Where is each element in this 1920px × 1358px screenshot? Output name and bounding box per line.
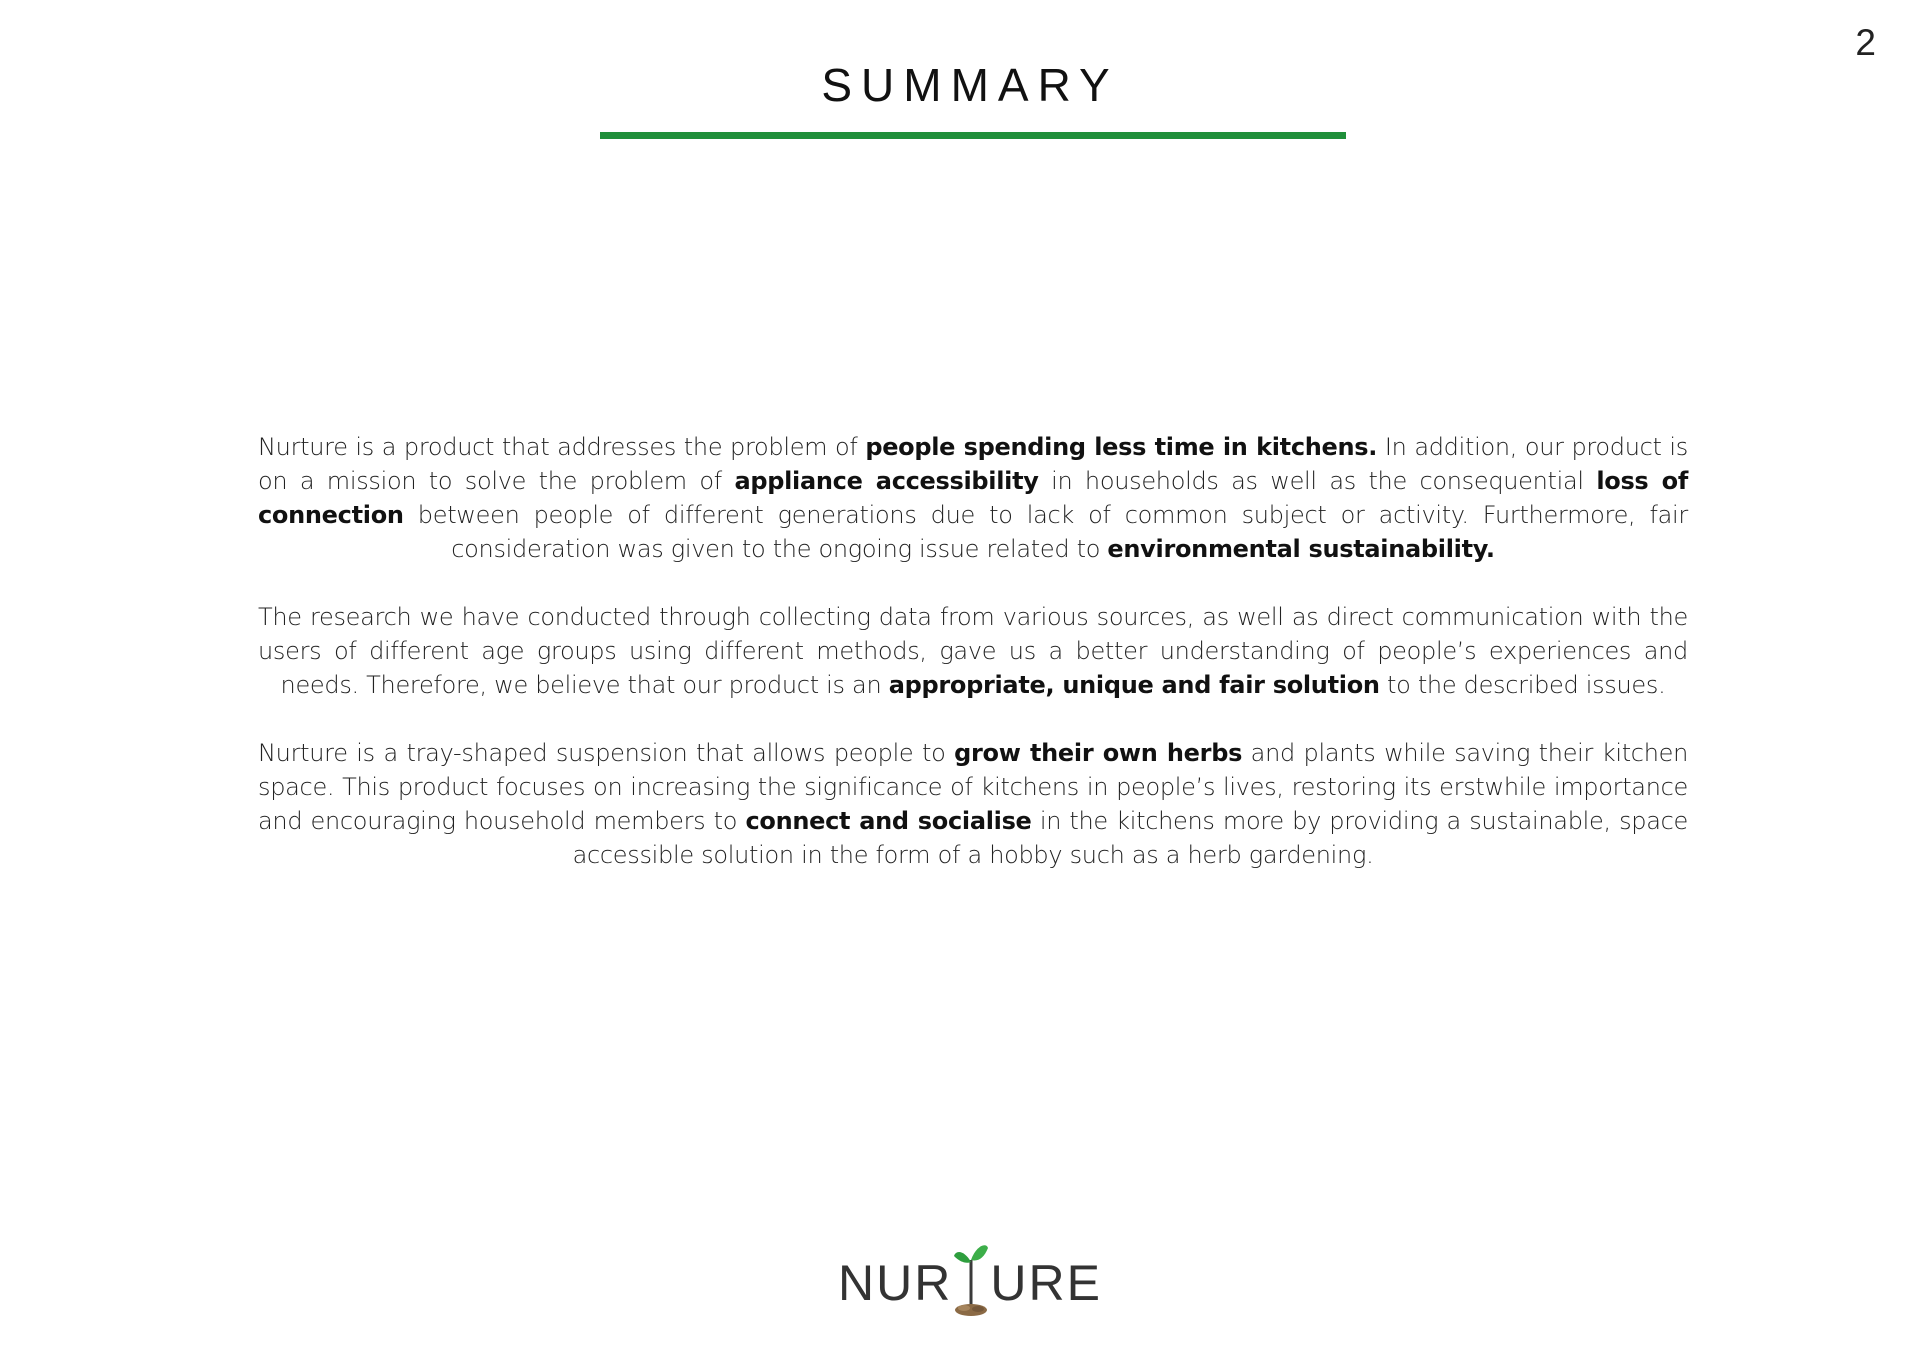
- page-number: 2: [1855, 22, 1876, 63]
- highlight-text: appropriate, unique and fair solution: [888, 671, 1380, 699]
- paragraph-text: between people of different generations due to lack of common subject or activity. Furthermore, fair consideration was given to the ongoing issue related to: [403, 501, 1688, 563]
- paragraph-text: Nurture is a product that addresses the problem of: [258, 433, 866, 461]
- highlight-text: appliance accessibility: [734, 467, 1039, 495]
- logo-wordmark: [838, 1238, 1102, 1318]
- paragraph-text: and plants while saving their kitchen space. This product focuses on increasing the significance of kitchens in people’s lives, restoring its erstwhile importance and encouraging household members to: [258, 739, 1688, 835]
- page-title: SUMMARY: [821, 59, 1119, 111]
- paragraph-text: Nurture is a tray-shaped suspension that allows people to: [258, 739, 955, 767]
- paragraph-text: in households as well as the consequential: [1038, 467, 1597, 495]
- sprout-icon: [954, 1238, 988, 1318]
- nurture-logo: [0, 1238, 1920, 1318]
- highlight-text: grow their own herbs: [954, 739, 1243, 767]
- summary-paragraph-2: [258, 600, 1688, 702]
- paragraph-text: In addition, our product is on a mission to solve the problem of: [258, 433, 1688, 495]
- summary-body: [258, 430, 1688, 906]
- highlight-text: loss of connection: [258, 467, 1688, 529]
- paragraph-text: to the described issues.: [1379, 671, 1666, 699]
- highlight-text: environmental sustainability.: [1107, 535, 1495, 563]
- highlight-text: connect and socialise: [745, 807, 1032, 835]
- logo-text-right: URE: [990, 1255, 1102, 1311]
- title-underline: [600, 132, 1346, 139]
- logo-text-left: NUR: [838, 1255, 953, 1311]
- summary-paragraph-1: [258, 430, 1688, 566]
- highlight-text: people spending less time in kitchens.: [865, 433, 1378, 461]
- summary-paragraph-3: [258, 736, 1688, 872]
- paragraph-text: in the kitchens more by providing a sustainable, space accessible solution in the form of a hobby such as a herb gardening.: [572, 807, 1688, 869]
- paragraph-text: The research we have conducted through collecting data from various sources, as well as direct communication with the users of different age groups using different methods, gave us a better understanding of people’s experiences and needs. Therefore, we believe that our product is an: [258, 603, 1688, 699]
